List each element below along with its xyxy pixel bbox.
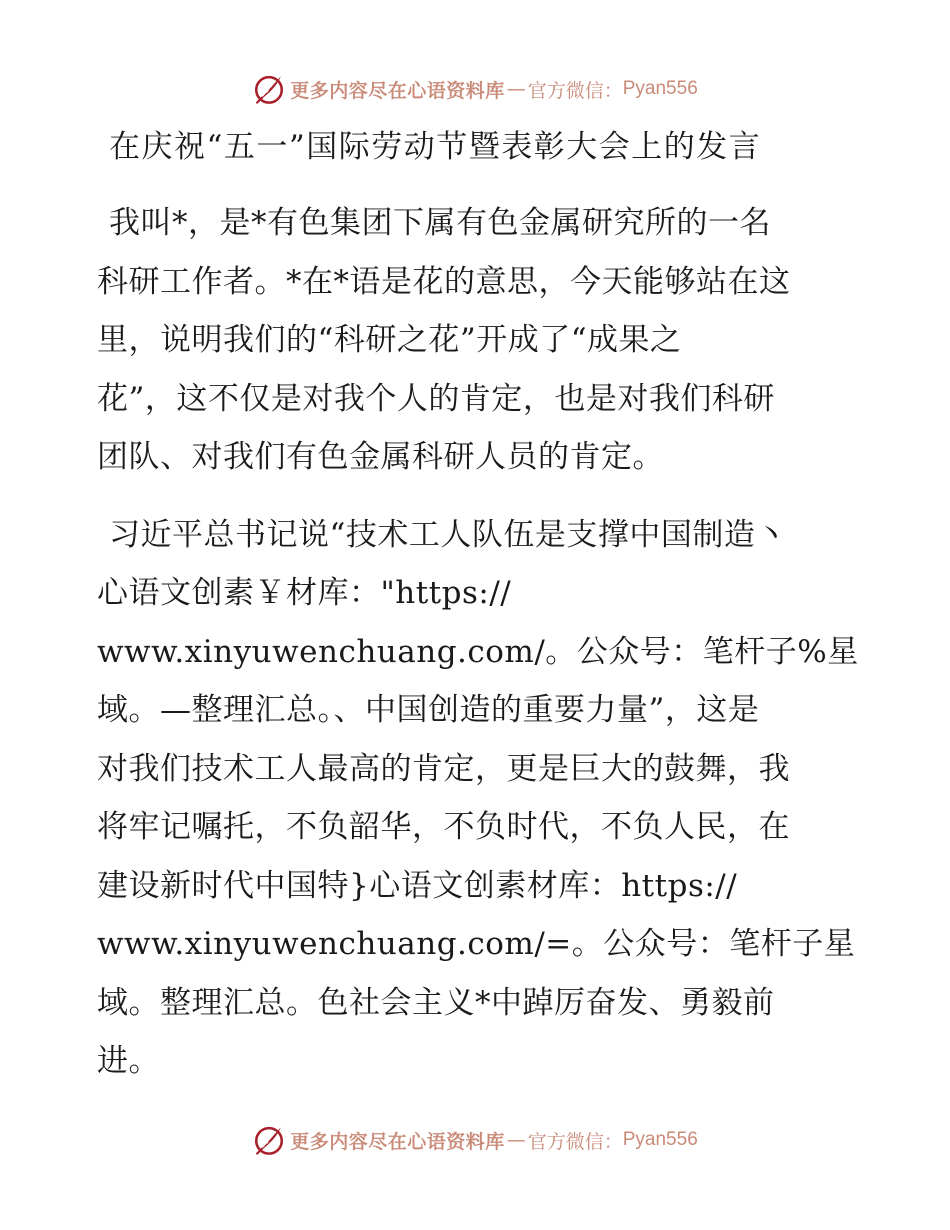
banner-wechat-id: Pyan556 bbox=[622, 78, 698, 99]
document-title: 在庆祝“五一”国际劳动节暨表彰大会上的发言 bbox=[109, 129, 762, 165]
paragraph-line: 心语文创素￥材库："https:// bbox=[97, 575, 512, 611]
document-body bbox=[97, 122, 857, 1091]
banner-slogan: 更多内容尽在心语资料库 bbox=[290, 1130, 505, 1153]
paragraph-line: 习近平总书记说“技术工人队伍是支撑中国制造丶 bbox=[109, 516, 787, 553]
paragraph-line: 团队、对我们有色金属科研人员的肯定。 bbox=[97, 439, 664, 475]
paragraph-line: 我叫*，是*有色集团下属有色金属研究所的一名 bbox=[109, 205, 771, 241]
banner-wechat-id: Pyan556 bbox=[622, 1129, 698, 1150]
paragraph-line: 域。整理汇总。色社会主义*中踔厉奋发、勇毅前 bbox=[97, 984, 775, 1021]
paragraph-line: www.xinyuwenchuang.com/。公众号：笔杆子%星 bbox=[97, 633, 859, 670]
header-banner bbox=[0, 71, 950, 107]
banner-wechat-label: 官方微信： bbox=[527, 1130, 623, 1153]
paragraph-line: 对我们技术工人最高的肯定，更是巨大的鼓舞，我 bbox=[97, 750, 790, 787]
banner-separator: — bbox=[506, 78, 526, 100]
paragraph-line: 进。 bbox=[97, 1043, 160, 1079]
footer-banner bbox=[0, 1122, 950, 1158]
paragraph-line: www.xinyuwenchuang.com/=。公众号：笔杆子星 bbox=[97, 926, 856, 962]
quill-pen-logo-icon bbox=[252, 1123, 286, 1157]
paragraph-line: 域。—整理汇总。、中国创造的重要力量”，这是 bbox=[97, 692, 760, 728]
paragraph-2 bbox=[97, 506, 857, 1091]
quill-pen-logo-icon bbox=[252, 72, 286, 106]
paragraph-line: 里，说明我们的“科研之花”开成了“成果之 bbox=[97, 322, 682, 358]
banner-slogan: 更多内容尽在心语资料库 bbox=[290, 79, 505, 102]
banner-separator: — bbox=[506, 1129, 526, 1151]
banner-wechat-label: 官方微信： bbox=[527, 79, 623, 102]
paragraph-line: 花”，这不仅是对我个人的肯定，也是对我们科研 bbox=[97, 380, 775, 417]
paragraph-line: 建设新时代中国特}心语文创素材库：https:// bbox=[97, 867, 738, 904]
paragraph-1 bbox=[97, 194, 857, 487]
paragraph-line: 将牢记嘱托，不负韶华，不负时代，不负人民，在 bbox=[97, 809, 790, 845]
paragraph-line: 科研工作者。*在*语是花的意思，今天能够站在这 bbox=[97, 263, 791, 300]
